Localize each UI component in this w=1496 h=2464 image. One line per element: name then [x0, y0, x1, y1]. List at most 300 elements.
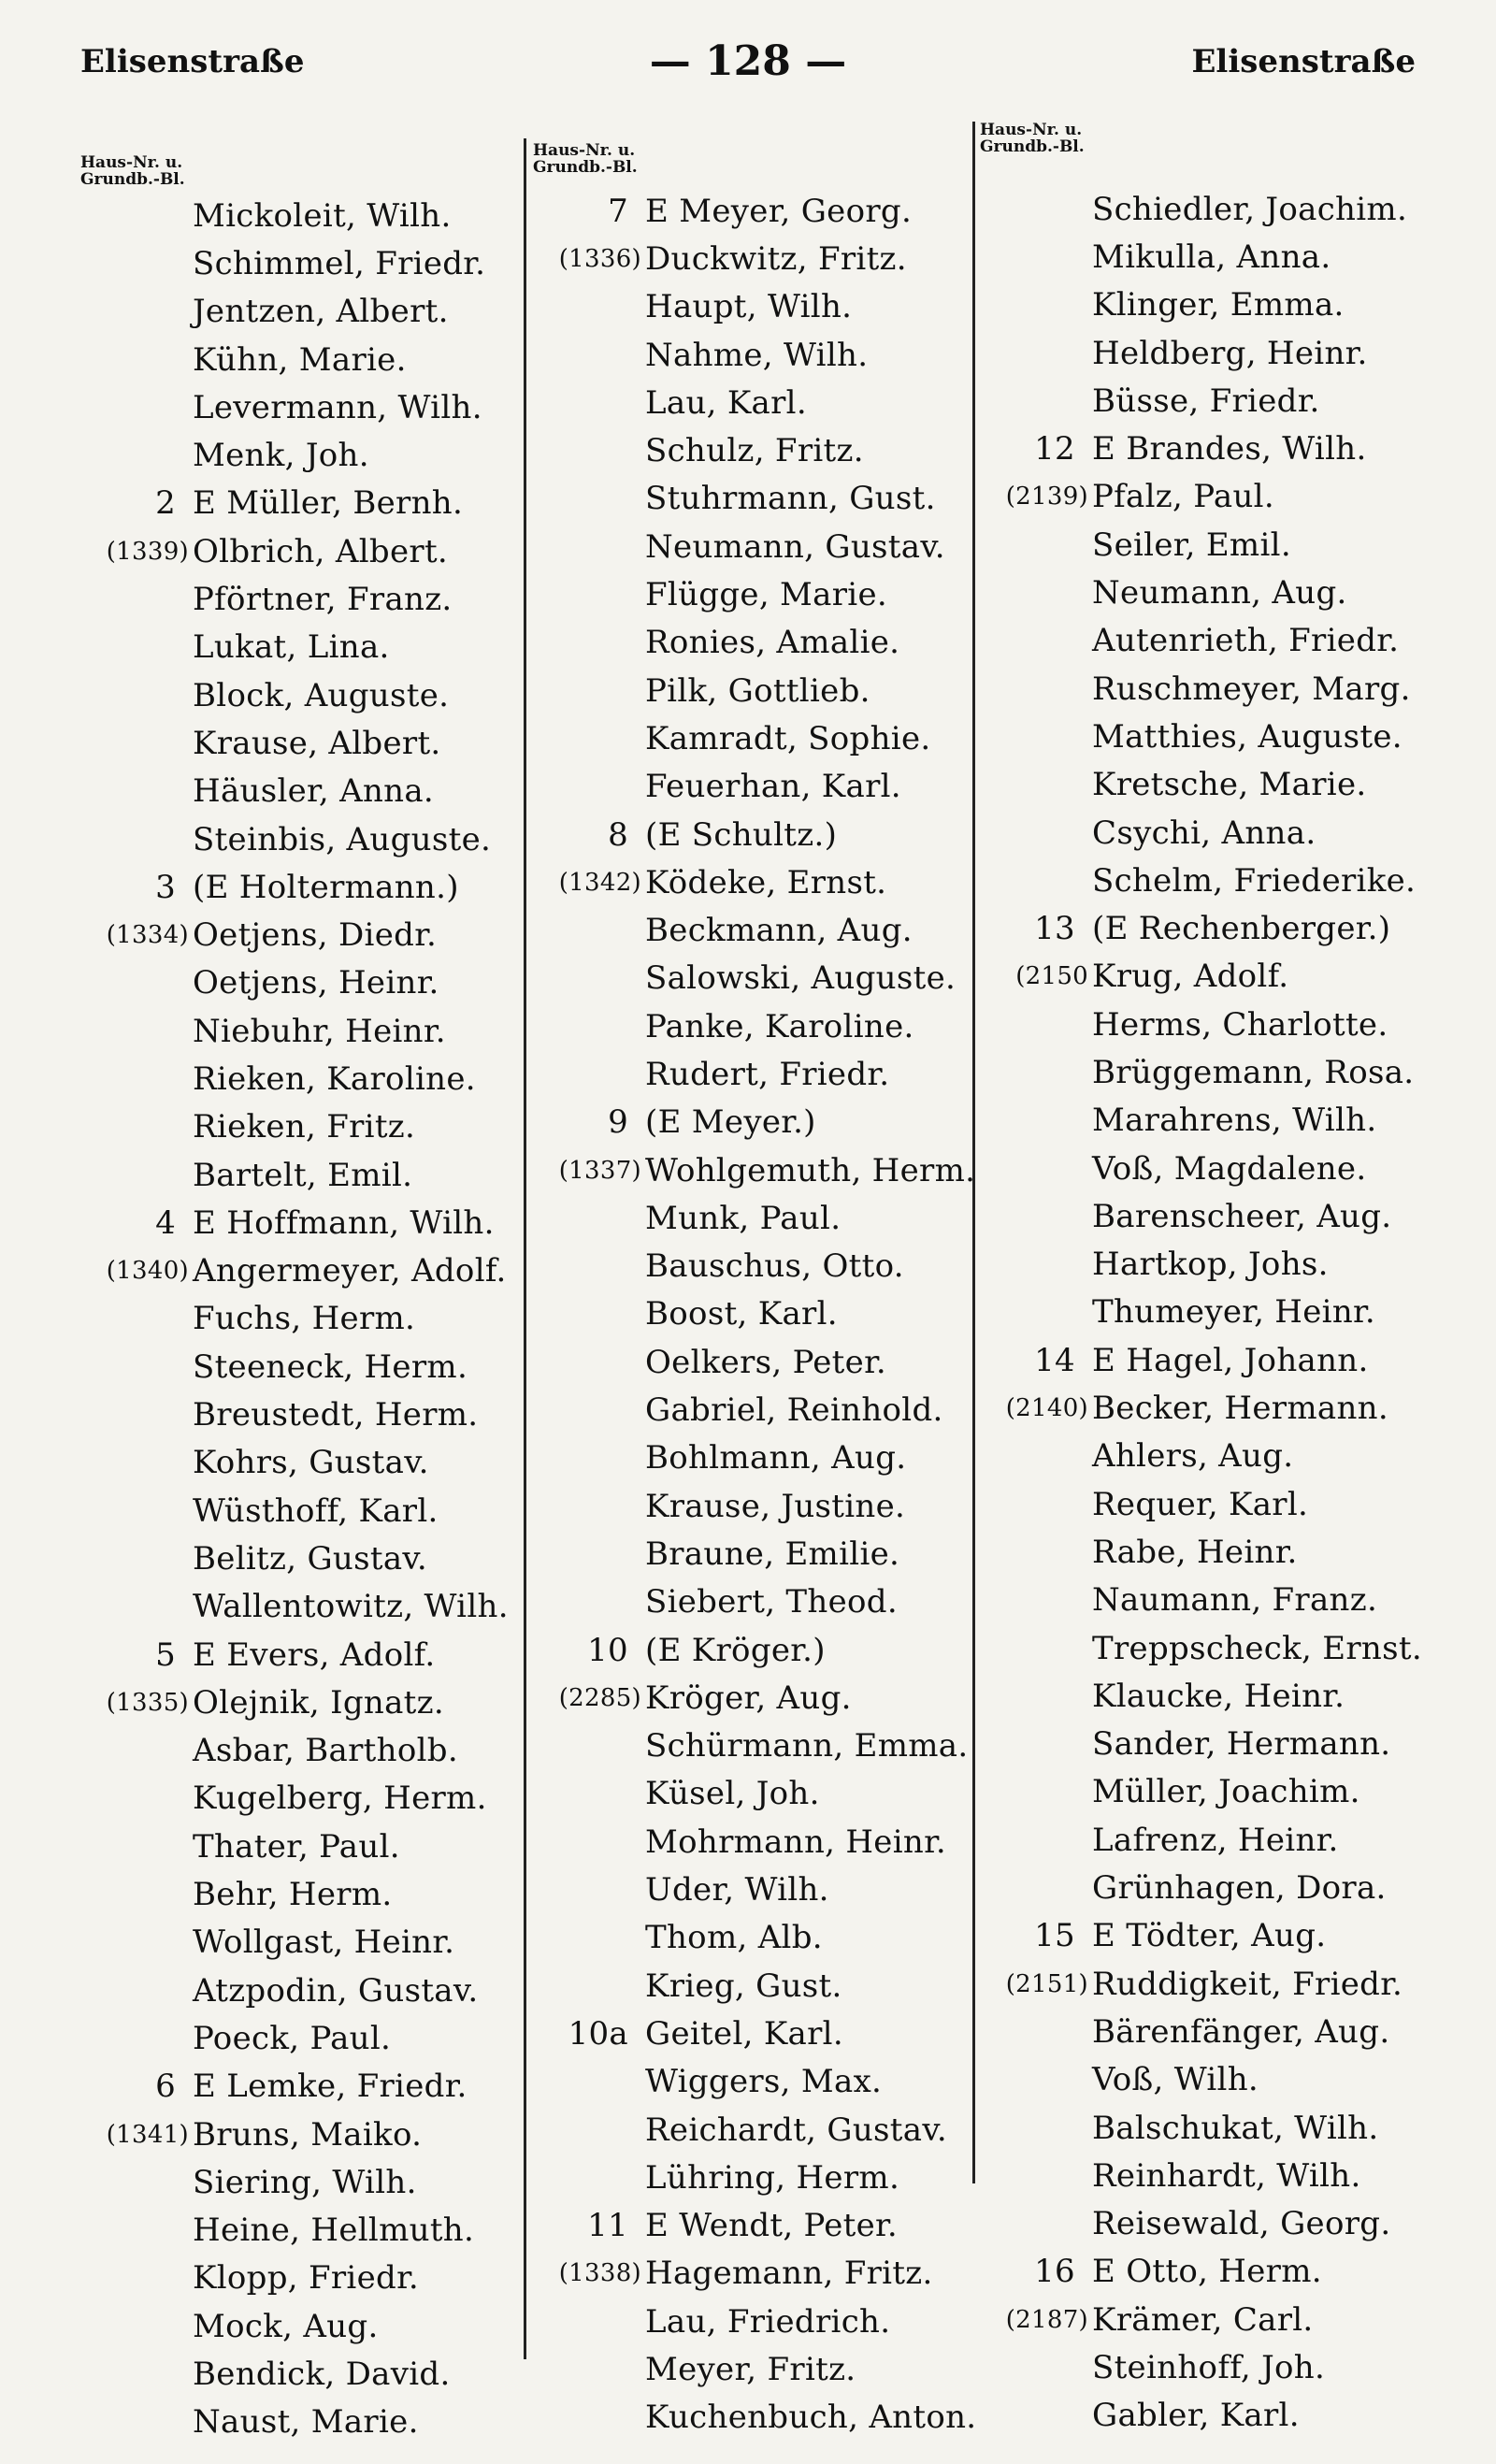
- resident-name: Brüggemann, Rosa.: [1092, 1053, 1415, 1091]
- resident-name: Naumann, Franz.: [1092, 1581, 1378, 1620]
- resident-name: Atzpodin, Gustav.: [193, 1971, 479, 2010]
- resident-name: E Hoffmann, Wilh.: [193, 1203, 495, 1242]
- resident-name: Kühn, Marie.: [193, 340, 407, 379]
- directory-entry: [980, 1097, 1422, 1145]
- directory-entry: [980, 2008, 1422, 2055]
- directory-entry: [980, 377, 1422, 425]
- column-heading-1: [80, 154, 185, 188]
- resident-name: Wüsthoff, Karl.: [193, 1491, 439, 1530]
- directory-entry: [533, 667, 976, 714]
- directory-entry: [533, 1770, 976, 1818]
- directory-entry: [80, 2302, 509, 2350]
- directory-entry: [533, 2010, 976, 2057]
- land-register-number: (1335): [106, 1688, 189, 1717]
- directory-entry: [80, 480, 509, 527]
- directory-entry: [80, 2111, 509, 2158]
- directory-entry: [533, 1818, 976, 1866]
- resident-name: Gabler, Karl.: [1092, 2397, 1300, 2435]
- resident-name: Krämer, Carl.: [1092, 2300, 1314, 2339]
- directory-entry: [533, 2345, 976, 2393]
- directory-entry: [533, 570, 976, 618]
- resident-name: Niebuhr, Heinr.: [193, 1012, 446, 1050]
- resident-name: Haupt, Wilh.: [645, 288, 853, 326]
- directory-entry: [533, 1099, 976, 1146]
- directory-entry: [80, 1055, 509, 1102]
- directory-entry: [533, 1194, 976, 1242]
- directory-entry: [80, 2014, 509, 2062]
- resident-name: Flügge, Marie.: [645, 576, 887, 614]
- land-register-number: (1336): [558, 244, 641, 273]
- address-column-1: [80, 192, 509, 2446]
- column-heading-line1: Haus-Nr. u.: [533, 141, 636, 160]
- resident-name: Menk, Joh.: [193, 437, 369, 475]
- resident-name: Nahme, Wilh.: [645, 336, 869, 374]
- resident-name: Thom, Alb.: [645, 1919, 823, 1957]
- land-register-number: (1337): [558, 1156, 641, 1185]
- house-number: 14: [1034, 1341, 1075, 1379]
- resident-name: Neumann, Gustav.: [645, 527, 945, 566]
- resident-name: Ködeke, Ernst.: [645, 863, 887, 901]
- resident-name: Krieg, Gust.: [645, 1967, 842, 2005]
- directory-entry: [533, 1338, 976, 1386]
- resident-name: Breustedt, Herm.: [193, 1396, 479, 1434]
- directory-entry: [80, 239, 509, 287]
- resident-name: Schulz, Fritz.: [645, 432, 864, 470]
- resident-name: Salowski, Auguste.: [645, 959, 957, 998]
- house-number: 3: [155, 868, 176, 906]
- directory-entry: [980, 2296, 1422, 2343]
- directory-entry: [533, 1482, 976, 1530]
- directory-entry: [533, 1626, 976, 1674]
- land-register-number: (1334): [106, 921, 189, 950]
- directory-entry: [533, 2394, 976, 2442]
- directory-entry: [80, 1439, 509, 1487]
- directory-entry: [533, 1243, 976, 1290]
- directory-entry: [980, 1241, 1422, 1289]
- resident-name: Requer, Karl.: [1092, 1485, 1309, 1523]
- resident-name: Csychi, Anna.: [1092, 814, 1316, 852]
- resident-name: Lukat, Lina.: [193, 628, 390, 667]
- directory-entry: [533, 2201, 976, 2249]
- directory-entry: [980, 2199, 1422, 2247]
- directory-entry: [980, 1192, 1422, 1240]
- resident-name: Barenscheer, Aug.: [1092, 1197, 1392, 1235]
- house-number: 5: [155, 1635, 176, 1674]
- resident-name: E Brandes, Wilh.: [1092, 430, 1367, 468]
- directory-entry: [533, 426, 976, 474]
- resident-name: Belitz, Gustav.: [193, 1539, 427, 1578]
- resident-name: Kuchenbuch, Anton.: [645, 2399, 977, 2437]
- directory-entry: [80, 1343, 509, 1391]
- directory-entry: [533, 1434, 976, 1482]
- resident-name: Klinger, Emma.: [1092, 286, 1345, 324]
- resident-name: Oelkers, Peter.: [645, 1343, 886, 1381]
- directory-entry: [980, 569, 1422, 616]
- resident-name: E Lemke, Friedr.: [193, 2068, 468, 2106]
- resident-name: Krug, Adolf.: [1092, 958, 1289, 996]
- column-heading-line1: Haus-Nr. u.: [980, 121, 1083, 139]
- resident-name: Reisewald, Georg.: [1092, 2205, 1391, 2243]
- directory-entry: [980, 1768, 1422, 1816]
- directory-entry: [533, 763, 976, 811]
- directory-entry: [980, 1816, 1422, 1864]
- resident-name: Steinhoff, Joh.: [1092, 2349, 1326, 2386]
- directory-entry: [533, 379, 976, 426]
- directory-entry: [980, 1672, 1422, 1720]
- resident-name: (E Kröger.): [645, 1631, 826, 1669]
- directory-entry: [80, 1967, 509, 2014]
- resident-name: Klopp, Friedr.: [193, 2259, 420, 2298]
- resident-name: Behr, Herm.: [193, 1876, 393, 1914]
- directory-entry: [533, 619, 976, 667]
- resident-name: Matthies, Auguste.: [1092, 717, 1402, 756]
- resident-name: Lau, Friedrich.: [645, 2302, 891, 2341]
- directory-entry: [980, 713, 1422, 760]
- resident-name: Pfalz, Paul.: [1092, 478, 1274, 516]
- column-heading-line2: Grundb.-Bl.: [980, 137, 1085, 156]
- directory-entry: [980, 1528, 1422, 1576]
- directory-entry: [80, 671, 509, 719]
- directory-entry: [80, 1583, 509, 1631]
- directory-entry: [980, 2248, 1422, 2296]
- resident-name: Kamradt, Sophie.: [645, 719, 931, 757]
- resident-name: Rudert, Friedr.: [645, 1055, 890, 1093]
- resident-name: E Otto, Herm.: [1092, 2253, 1322, 2291]
- resident-name: Naust, Marie.: [193, 2403, 419, 2442]
- directory-entry: [533, 811, 976, 858]
- resident-name: Kugelberg, Herm.: [193, 1780, 487, 1818]
- directory-entry: [980, 2056, 1422, 2104]
- directory-entry: [533, 858, 976, 906]
- address-column-2: [533, 187, 976, 2442]
- resident-name: Rabe, Heinr.: [1092, 1533, 1298, 1571]
- house-number: 10: [587, 1631, 628, 1669]
- resident-name: Block, Auguste.: [193, 676, 450, 714]
- directory-entry: [980, 904, 1422, 952]
- resident-name: Reinhardt, Wilh.: [1092, 2156, 1361, 2195]
- resident-name: Hagemann, Fritz.: [645, 2255, 933, 2293]
- house-number: 10a: [568, 2014, 628, 2053]
- directory-entry: [80, 1295, 509, 1343]
- land-register-number: (2140): [1005, 1394, 1088, 1423]
- directory-entry: [980, 1433, 1422, 1480]
- resident-name: Poeck, Paul.: [193, 2019, 392, 2057]
- house-number: 16: [1034, 2253, 1075, 2291]
- house-number: 8: [608, 815, 628, 854]
- house-number: 11: [587, 2207, 628, 2245]
- directory-entry: [533, 2058, 976, 2106]
- directory-entry: [533, 475, 976, 523]
- column-heading-line1: Haus-Nr. u.: [80, 153, 183, 172]
- resident-name: Asbar, Bartholb.: [193, 1732, 458, 1770]
- directory-entry: [80, 1919, 509, 1967]
- resident-name: Siebert, Theod.: [645, 1583, 898, 1621]
- directory-entry: [980, 233, 1422, 281]
- resident-name: Steeneck, Herm.: [193, 1347, 468, 1386]
- directory-entry: [533, 2250, 976, 2298]
- resident-name: Neumann, Aug.: [1092, 574, 1347, 612]
- directory-entry: [80, 2350, 509, 2398]
- directory-entry: [980, 281, 1422, 329]
- land-register-number: (2187): [1005, 2305, 1088, 2334]
- directory-entry: [80, 192, 509, 239]
- house-number: 13: [1034, 910, 1075, 948]
- directory-entry: [80, 383, 509, 431]
- resident-name: Meyer, Fritz.: [645, 2351, 856, 2388]
- resident-name: Müller, Joachim.: [1092, 1773, 1360, 1811]
- resident-name: Autenrieth, Friedr.: [1092, 622, 1400, 660]
- land-register-number: (2151): [1005, 1969, 1088, 1998]
- directory-entry: [533, 714, 976, 762]
- directory-entry: [80, 624, 509, 671]
- resident-name: Bartelt, Emil.: [193, 1156, 413, 1194]
- resident-name: Reichardt, Gustav.: [645, 2111, 947, 2149]
- resident-name: E Müller, Bernh.: [193, 484, 464, 523]
- resident-name: Schelm, Friederike.: [1092, 861, 1417, 900]
- directory-entry: [533, 1530, 976, 1578]
- directory-entry: [980, 1001, 1422, 1048]
- resident-name: Bauschus, Otto.: [645, 1247, 904, 1286]
- directory-entry: [980, 1960, 1422, 2008]
- directory-entry: [980, 1721, 1422, 1768]
- resident-name: Panke, Karoline.: [645, 1007, 914, 1045]
- land-register-number: (2150: [1015, 962, 1088, 991]
- resident-name: Feuerhan, Karl.: [645, 768, 901, 806]
- directory-entry: [533, 955, 976, 1002]
- directory-entry: [80, 575, 509, 623]
- directory-entry: [980, 1864, 1422, 1911]
- house-number: 6: [155, 2068, 176, 2106]
- directory-entry: [80, 1247, 509, 1295]
- resident-name: Ruschmeyer, Marg.: [1092, 670, 1411, 708]
- land-register-number: (1340): [106, 1257, 189, 1286]
- resident-name: Geitel, Karl.: [645, 2014, 843, 2053]
- resident-name: Angermeyer, Adolf.: [193, 1252, 507, 1290]
- resident-name: Ruddigkeit, Friedr.: [1092, 1965, 1403, 2003]
- directory-entry: [980, 329, 1422, 377]
- directory-entry: [80, 1823, 509, 1870]
- resident-name: Krause, Albert.: [193, 724, 441, 762]
- directory-entry: [80, 1631, 509, 1679]
- column-heading-line2: Grundb.-Bl.: [80, 170, 185, 189]
- directory-entry: [80, 2206, 509, 2254]
- resident-name: Pilk, Gottlieb.: [645, 671, 870, 710]
- directory-entry: [980, 1912, 1422, 1960]
- directory-entry: [80, 1775, 509, 1823]
- directory-entry: [533, 283, 976, 331]
- resident-name: Oetjens, Heinr.: [193, 964, 439, 1002]
- directory-entry: [980, 2343, 1422, 2391]
- directory-entry: [80, 336, 509, 383]
- resident-name: Küsel, Joh.: [645, 1775, 820, 1813]
- resident-name: Bärenfänger, Aug.: [1092, 2012, 1390, 2051]
- resident-name: Mikulla, Anna.: [1092, 238, 1331, 276]
- directory-entry: [980, 1480, 1422, 1528]
- directory-entry: [980, 425, 1422, 472]
- resident-name: E Wendt, Peter.: [645, 2207, 898, 2245]
- resident-name: (E Holtermann.): [193, 868, 459, 906]
- house-number: 12: [1034, 430, 1075, 468]
- directory-entry: [80, 768, 509, 815]
- directory-entry: [80, 863, 509, 911]
- directory-entry: [80, 2255, 509, 2302]
- resident-name: Pförtner, Franz.: [193, 581, 453, 619]
- resident-name: Rieken, Karoline.: [193, 1059, 476, 1098]
- directory-entry: [80, 1870, 509, 1918]
- resident-name: Kohrs, Gustav.: [193, 1444, 429, 1482]
- house-number: 9: [608, 1103, 628, 1142]
- resident-name: Ahlers, Aug.: [1092, 1437, 1294, 1476]
- directory-entry: [533, 331, 976, 379]
- resident-name: Treppscheck, Ernst.: [1092, 1629, 1422, 1667]
- directory-entry: [533, 523, 976, 570]
- directory-entry: [980, 2152, 1422, 2199]
- directory-entry: [533, 235, 976, 282]
- resident-name: Kröger, Aug.: [645, 1679, 852, 1717]
- directory-entry: [980, 761, 1422, 809]
- resident-name: Voß, Magdalene.: [1092, 1149, 1367, 1188]
- resident-name: Jentzen, Albert.: [193, 293, 449, 331]
- directory-entry: [533, 187, 976, 235]
- resident-name: Büsse, Friedr.: [1092, 382, 1320, 420]
- resident-name: Grünhagen, Dora.: [1092, 1869, 1387, 1908]
- resident-name: Rieken, Fritz.: [193, 1108, 416, 1146]
- house-number: 4: [155, 1203, 176, 1242]
- directory-entry: [80, 719, 509, 767]
- directory-entry: [533, 1962, 976, 2010]
- directory-entry: [80, 2158, 509, 2206]
- resident-name: Stuhrmann, Gust.: [645, 480, 936, 518]
- resident-name: Fuchs, Herm.: [193, 1300, 416, 1338]
- directory-entry: [80, 527, 509, 575]
- resident-name: Munk, Paul.: [645, 1199, 842, 1237]
- directory-entry: [533, 1914, 976, 1962]
- page-number: — 128 —: [649, 37, 847, 85]
- resident-name: Beckmann, Aug.: [645, 912, 913, 950]
- directory-entry: [533, 1050, 976, 1098]
- directory-entry: [533, 2298, 976, 2345]
- resident-name: Thater, Paul.: [193, 1827, 400, 1866]
- resident-name: Lau, Karl.: [645, 383, 807, 422]
- resident-name: Krause, Justine.: [645, 1487, 906, 1525]
- directory-entry: [980, 617, 1422, 665]
- land-register-number: (1342): [558, 868, 641, 897]
- resident-name: Olejnik, Ignatz.: [193, 1683, 444, 1722]
- house-number: 2: [155, 484, 176, 523]
- resident-name: (E Schultz.): [645, 815, 838, 854]
- running-head-left: Elisenstraße: [80, 43, 305, 80]
- resident-name: Wohlgemuth, Herm.: [645, 1151, 976, 1189]
- resident-name: Lafrenz, Heinr.: [1092, 1821, 1339, 1859]
- resident-name: Steinbis, Auguste.: [193, 820, 492, 858]
- resident-name: Schiedler, Joachim.: [1092, 190, 1408, 228]
- land-register-number: (1339): [106, 537, 189, 566]
- resident-name: Schimmel, Friedr.: [193, 244, 486, 282]
- directory-entry: [533, 1146, 976, 1194]
- resident-name: Wiggers, Max.: [645, 2063, 883, 2101]
- directory-entry: [80, 1199, 509, 1246]
- resident-name: (E Rechenberger.): [1092, 910, 1391, 948]
- resident-name: Mock, Aug.: [193, 2307, 379, 2345]
- column-heading-line2: Grundb.-Bl.: [533, 158, 638, 177]
- resident-name: Klaucke, Heinr.: [1092, 1677, 1345, 1715]
- resident-name: Hartkop, Johs.: [1092, 1246, 1329, 1284]
- resident-name: Bohlmann, Aug.: [645, 1439, 907, 1477]
- land-register-number: (1338): [558, 2259, 641, 2288]
- resident-name: Gabriel, Reinhold.: [645, 1391, 943, 1430]
- directory-entry: [980, 1048, 1422, 1096]
- directory-entry: [980, 953, 1422, 1001]
- directory-entry: [980, 665, 1422, 713]
- address-column-3: [980, 185, 1422, 2440]
- resident-name: E Tödter, Aug.: [1092, 1917, 1327, 1955]
- directory-entry: [80, 2399, 509, 2446]
- resident-name: Olbrich, Albert.: [193, 532, 449, 570]
- column-divider-1: [524, 138, 526, 2359]
- resident-name: Herms, Charlotte.: [1092, 1005, 1388, 1044]
- land-register-number: (2285): [558, 1683, 641, 1712]
- house-number: 7: [608, 192, 628, 230]
- resident-name: Schürmann, Emma.: [645, 1727, 969, 1765]
- directory-entry: [533, 1722, 976, 1770]
- directory-entry: [980, 809, 1422, 857]
- directory-entry: [980, 1624, 1422, 1672]
- directory-entry: [980, 2104, 1422, 2152]
- directory-entry: [533, 906, 976, 954]
- directory-entry: [980, 2392, 1422, 2440]
- resident-name: Braune, Emilie.: [645, 1535, 900, 1573]
- directory-entry: [980, 857, 1422, 904]
- resident-name: Wollgast, Heinr.: [193, 1924, 455, 1962]
- resident-name: Oetjens, Diedr.: [193, 916, 438, 955]
- directory-entry: [80, 1535, 509, 1582]
- resident-name: Heine, Hellmuth.: [193, 2212, 475, 2250]
- directory-entry: [980, 1289, 1422, 1336]
- resident-name: Mohrmann, Heinr.: [645, 1823, 947, 1861]
- resident-name: Heldberg, Heinr.: [1092, 334, 1368, 372]
- resident-name: Häusler, Anna.: [193, 772, 435, 811]
- column-heading-2: [533, 142, 638, 176]
- directory-entry: [80, 2063, 509, 2111]
- resident-name: Seiler, Emil.: [1092, 526, 1291, 564]
- directory-entry: [980, 473, 1422, 521]
- directory-entry: [80, 1487, 509, 1535]
- directory-entry: [80, 431, 509, 479]
- resident-name: Balschukat, Wilh.: [1092, 2109, 1379, 2147]
- running-head-right: Elisenstraße: [1191, 43, 1416, 80]
- directory-entry: [80, 1391, 509, 1438]
- resident-name: (E Meyer.): [645, 1103, 816, 1142]
- directory-entry: [80, 1151, 509, 1199]
- directory-entry: [80, 288, 509, 336]
- directory-entry: [980, 1384, 1422, 1432]
- resident-name: Siering, Wilh.: [193, 2163, 417, 2201]
- house-number: 15: [1034, 1917, 1075, 1955]
- directory-entry: [533, 1002, 976, 1050]
- resident-name: Wallentowitz, Wilh.: [193, 1588, 509, 1626]
- directory-entry: [80, 1103, 509, 1151]
- directory-entry: [533, 1386, 976, 1434]
- directory-entry: [980, 521, 1422, 569]
- resident-name: Thumeyer, Heinr.: [1092, 1293, 1375, 1332]
- resident-name: Mickoleit, Wilh.: [193, 196, 452, 235]
- resident-name: E Hagel, Johann.: [1092, 1341, 1369, 1379]
- resident-name: Uder, Wilh.: [645, 1871, 829, 1909]
- directory-entry: [533, 1290, 976, 1338]
- directory-entry: [533, 1578, 976, 1626]
- resident-name: Marahrens, Wilh.: [1092, 1102, 1377, 1140]
- directory-entry: [533, 2106, 976, 2154]
